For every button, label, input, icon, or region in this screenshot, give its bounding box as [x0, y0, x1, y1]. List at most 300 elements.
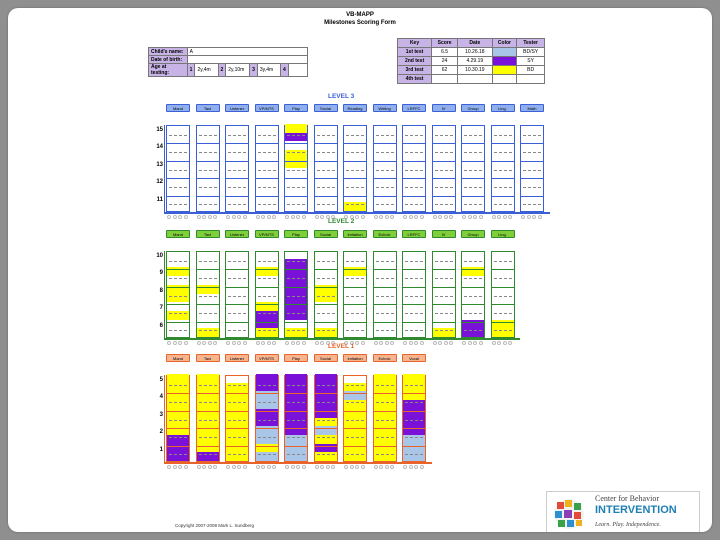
skill-header: Social [314, 354, 338, 362]
milestone-cell[interactable] [315, 250, 337, 259]
cell-divider [433, 269, 455, 270]
test-checkbox[interactable] [197, 341, 201, 345]
cell-divider [169, 187, 187, 188]
milestone-cell[interactable] [256, 374, 278, 383]
test-checkbox[interactable] [315, 341, 319, 345]
test-checkbox[interactable] [420, 341, 424, 345]
cell-divider [492, 269, 514, 270]
test-checkbox[interactable] [403, 465, 407, 469]
test-checkbox[interactable] [173, 215, 177, 219]
test-checkbox[interactable] [261, 215, 265, 219]
cell-divider [344, 446, 366, 447]
cell-divider [523, 135, 541, 136]
test-checkbox[interactable] [473, 341, 477, 345]
cell-divider [462, 178, 484, 179]
milestone-cell[interactable] [344, 250, 366, 259]
test-checkbox[interactable] [344, 465, 348, 469]
cell-divider [376, 296, 394, 297]
skill-header: Echoic [373, 354, 397, 362]
test-checkbox[interactable] [444, 341, 448, 345]
logo-line1: Center for Behavior [595, 494, 659, 503]
age-test-number: 3 [250, 64, 258, 77]
test-checkbox[interactable] [420, 215, 424, 219]
test-checkbox[interactable] [385, 465, 389, 469]
cell-divider [317, 204, 335, 205]
test-checkbox[interactable] [374, 465, 378, 469]
test-checkbox[interactable] [385, 341, 389, 345]
test-checkbox[interactable] [438, 215, 442, 219]
cell-divider [521, 161, 543, 162]
test-checkbox[interactable] [202, 465, 206, 469]
skill-column [461, 251, 485, 338]
level-baseline [164, 338, 520, 340]
test-checkbox[interactable] [433, 215, 437, 219]
milestone-cell[interactable] [315, 374, 337, 383]
cell-divider [315, 143, 337, 144]
cell-divider [376, 385, 394, 386]
child-name-value[interactable]: A [187, 48, 307, 56]
milestone-cell[interactable] [167, 374, 189, 383]
skill-column [491, 125, 515, 212]
test-checkbox[interactable] [320, 215, 324, 219]
cell-divider [403, 287, 425, 288]
cell-divider [317, 437, 335, 438]
cell-divider [315, 269, 337, 270]
test-checkbox[interactable] [237, 341, 241, 345]
key-date[interactable]: 10.26.18 [458, 48, 493, 57]
test-checkbox[interactable] [409, 465, 413, 469]
cell-divider [494, 204, 512, 205]
test-checkbox[interactable] [403, 341, 407, 345]
test-checkbox[interactable] [296, 215, 300, 219]
test-checkbox[interactable] [355, 341, 359, 345]
test-checkbox[interactable] [320, 465, 324, 469]
key-tester[interactable]: SY [517, 57, 545, 66]
test-checkbox[interactable] [403, 215, 407, 219]
age-value[interactable]: 2y,4m [195, 64, 218, 77]
cell-divider [197, 178, 219, 179]
cell-divider [374, 178, 396, 179]
test-checkbox[interactable] [414, 465, 418, 469]
test-checkbox[interactable] [379, 465, 383, 469]
test-checkbox[interactable] [390, 341, 394, 345]
test-checkbox[interactable] [409, 215, 413, 219]
test-checkbox[interactable] [468, 215, 472, 219]
test-checkbox[interactable] [272, 215, 276, 219]
test-checkbox[interactable] [538, 215, 542, 219]
milestone-cell[interactable] [344, 374, 366, 383]
test-checkbox[interactable] [173, 341, 177, 345]
age-value[interactable]: 2y,10m [226, 64, 250, 77]
test-checkbox[interactable] [267, 215, 271, 219]
cell-divider [462, 322, 484, 323]
key-row-label: 4th test [398, 75, 432, 84]
skill-header: Social [314, 230, 338, 238]
milestone-cell[interactable] [433, 124, 455, 133]
cell-divider [228, 152, 246, 153]
cell-divider [315, 446, 337, 447]
test-checkbox[interactable] [414, 215, 418, 219]
test-checkbox[interactable] [232, 465, 236, 469]
test-checkbox[interactable] [291, 341, 295, 345]
milestone-cell[interactable] [167, 250, 189, 259]
test-checkbox[interactable] [302, 465, 306, 469]
cell-divider [285, 411, 307, 412]
cell-divider [403, 304, 425, 305]
milestone-cell[interactable] [374, 374, 396, 383]
cell-divider [197, 269, 219, 270]
test-checkbox[interactable] [361, 341, 365, 345]
test-checkbox[interactable] [479, 215, 483, 219]
cell-divider [492, 143, 514, 144]
milestone-cell[interactable] [521, 124, 543, 133]
cell-divider [256, 196, 278, 197]
test-checkbox[interactable] [315, 465, 319, 469]
cell-divider [287, 204, 305, 205]
test-checkbox[interactable] [213, 465, 217, 469]
cell-divider [256, 446, 278, 447]
test-checkbox[interactable] [302, 341, 306, 345]
test-checkbox[interactable] [449, 341, 453, 345]
skill-header: IV [432, 230, 456, 238]
milestone-cell[interactable] [197, 250, 219, 259]
test-checkbox[interactable] [433, 341, 437, 345]
test-checkbox[interactable] [178, 215, 182, 219]
test-checkbox[interactable] [532, 215, 536, 219]
test-checkbox[interactable] [379, 215, 383, 219]
key-score[interactable] [432, 75, 458, 84]
test-checkbox[interactable] [473, 215, 477, 219]
cell-divider [258, 402, 276, 403]
test-checkbox[interactable] [379, 341, 383, 345]
test-checkbox[interactable] [390, 215, 394, 219]
skill-header: VP/MTS [255, 230, 279, 238]
skill-header: Imitation [343, 230, 367, 238]
test-checkbox[interactable] [374, 341, 378, 345]
test-checkbox[interactable] [315, 215, 319, 219]
cell-divider [523, 152, 541, 153]
cell-divider [317, 261, 335, 262]
row-level-number: 3 [159, 411, 163, 418]
row-level-number: 10 [156, 253, 163, 259]
cell-divider [226, 322, 248, 323]
row-level-number: 1 [159, 446, 163, 453]
test-checkbox[interactable] [497, 215, 501, 219]
test-checkbox[interactable] [296, 465, 300, 469]
cell-divider [403, 143, 425, 144]
cell-divider [492, 178, 514, 179]
test-checkbox[interactable] [361, 215, 365, 219]
cell-divider [494, 187, 512, 188]
milestone-cell[interactable] [256, 124, 278, 133]
key-header: Score [432, 39, 458, 48]
test-checkbox[interactable] [178, 465, 182, 469]
test-checkbox[interactable] [232, 215, 236, 219]
milestone-cell[interactable] [344, 124, 366, 133]
milestone-cell[interactable] [433, 250, 455, 259]
row-level-number: 5 [159, 377, 163, 383]
age-value[interactable]: 3y,4m [257, 64, 280, 77]
cell-divider [405, 170, 423, 171]
cell-divider [258, 152, 276, 153]
cell-divider [199, 135, 217, 136]
cell-divider [462, 143, 484, 144]
test-checkbox[interactable] [184, 341, 188, 345]
test-checkbox[interactable] [256, 465, 260, 469]
test-checkbox[interactable] [285, 465, 289, 469]
test-checkbox[interactable] [350, 465, 354, 469]
cell-divider [494, 135, 512, 136]
milestone-cell[interactable] [285, 250, 307, 259]
cell-divider [228, 204, 246, 205]
skill-header: Vocal [402, 354, 426, 362]
milestone-cell[interactable] [462, 124, 484, 133]
test-checkbox[interactable] [243, 215, 247, 219]
cell-divider [315, 322, 337, 323]
cell-divider [494, 296, 512, 297]
cell-divider [287, 135, 305, 136]
test-checkbox[interactable] [184, 465, 188, 469]
cell-divider [494, 278, 512, 279]
milestone-cell[interactable] [403, 124, 425, 133]
milestone-cell[interactable] [374, 124, 396, 133]
test-checkbox[interactable] [261, 465, 265, 469]
cell-divider [167, 287, 189, 288]
test-checkbox[interactable] [197, 215, 201, 219]
cell-divider [285, 428, 307, 429]
test-checkbox[interactable] [197, 465, 201, 469]
cell-divider [258, 135, 276, 136]
test-checkbox[interactable] [444, 215, 448, 219]
row-level-number: 6 [159, 322, 163, 329]
test-checkbox[interactable] [503, 341, 507, 345]
test-checkbox[interactable] [508, 341, 512, 345]
test-checkbox[interactable] [355, 465, 359, 469]
test-checkbox[interactable] [213, 341, 217, 345]
cell-divider [376, 420, 394, 421]
cell-divider [403, 269, 425, 270]
skill-header: Listener [225, 354, 249, 362]
cell-divider [435, 204, 453, 205]
test-checkbox[interactable] [213, 215, 217, 219]
cell-divider [197, 322, 219, 323]
test-checkbox[interactable] [267, 465, 271, 469]
key-tester[interactable] [517, 75, 545, 84]
test-checkbox[interactable] [503, 215, 507, 219]
cell-divider [199, 437, 217, 438]
milestone-cell[interactable] [167, 124, 189, 133]
test-checkbox[interactable] [184, 215, 188, 219]
key-score[interactable]: 6.5 [432, 48, 458, 57]
skill-header: Tact [196, 354, 220, 362]
test-checkbox[interactable] [167, 341, 171, 345]
cell-divider [492, 287, 514, 288]
test-checkbox[interactable] [326, 465, 330, 469]
cell-divider [405, 296, 423, 297]
test-checkbox[interactable] [226, 341, 230, 345]
cell-divider [346, 454, 364, 455]
milestone-cell[interactable] [403, 250, 425, 259]
cell-divider [346, 152, 364, 153]
test-checkbox[interactable] [385, 215, 389, 219]
cell-divider [199, 152, 217, 153]
key-date[interactable]: 4.29.19 [458, 57, 493, 66]
key-score[interactable]: 62 [432, 66, 458, 75]
cell-divider [197, 304, 219, 305]
skill-header: Tact [196, 104, 220, 112]
key-tester[interactable]: BD/SY [517, 48, 545, 57]
cell-divider [344, 322, 366, 323]
age-value[interactable] [288, 64, 307, 77]
cell-divider [226, 411, 248, 412]
milestone-cell[interactable] [226, 250, 248, 259]
milestone-cell[interactable] [285, 124, 307, 133]
test-checkbox[interactable] [285, 341, 289, 345]
cell-divider [346, 170, 364, 171]
cell-divider [197, 143, 219, 144]
test-checkbox[interactable] [462, 341, 466, 345]
cell-divider [258, 204, 276, 205]
key-tester[interactable]: BD [517, 66, 545, 75]
row-level-number: 15 [156, 127, 163, 133]
key-row [398, 48, 545, 57]
test-checkbox[interactable] [361, 465, 365, 469]
cell-divider [228, 135, 246, 136]
cell-divider [228, 187, 246, 188]
test-checkbox[interactable] [438, 341, 442, 345]
test-checkbox[interactable] [296, 341, 300, 345]
test-checkbox[interactable] [202, 215, 206, 219]
test-checkbox[interactable] [414, 341, 418, 345]
test-checkbox[interactable] [272, 341, 276, 345]
cell-divider [405, 420, 423, 421]
cell-divider [167, 143, 189, 144]
test-checkbox[interactable] [226, 465, 230, 469]
milestone-cell[interactable] [285, 374, 307, 383]
test-checkbox[interactable] [492, 341, 496, 345]
test-checkbox[interactable] [320, 341, 324, 345]
cell-divider [376, 261, 394, 262]
logo-tagline: Learn. Play. Independence. [595, 522, 661, 528]
test-checkbox[interactable] [237, 215, 241, 219]
milestone-cell[interactable] [226, 374, 248, 383]
cell-divider [169, 330, 187, 331]
test-checkbox[interactable] [256, 341, 260, 345]
test-checkbox[interactable] [261, 341, 265, 345]
row-level-number: 12 [156, 179, 163, 186]
test-checkbox[interactable] [374, 215, 378, 219]
skill-header: LRFFC [402, 104, 426, 112]
test-checkbox[interactable] [355, 215, 359, 219]
skill-column [520, 125, 544, 212]
test-checkbox[interactable] [208, 465, 212, 469]
test-checkbox[interactable] [331, 465, 335, 469]
cell-divider [435, 135, 453, 136]
test-checkbox[interactable] [167, 465, 171, 469]
test-checkbox[interactable] [492, 215, 496, 219]
test-checkbox[interactable] [302, 215, 306, 219]
cell-divider [376, 187, 394, 188]
test-checkbox[interactable] [208, 341, 212, 345]
test-checkbox[interactable] [468, 341, 472, 345]
test-checkbox[interactable] [243, 465, 247, 469]
skill-column [402, 125, 426, 212]
cell-divider [464, 313, 482, 314]
cell-divider [169, 420, 187, 421]
cell-divider [494, 313, 512, 314]
test-checkbox[interactable] [232, 341, 236, 345]
test-checkbox[interactable] [527, 215, 531, 219]
cell-divider [167, 428, 189, 429]
test-checkbox[interactable] [291, 215, 295, 219]
test-checkbox[interactable] [479, 341, 483, 345]
key-date[interactable] [458, 75, 493, 84]
cell-divider [433, 143, 455, 144]
cell-divider [285, 178, 307, 179]
test-checkbox[interactable] [521, 215, 525, 219]
cell-divider [344, 269, 366, 270]
test-checkbox[interactable] [508, 215, 512, 219]
cell-divider [287, 402, 305, 403]
test-checkbox[interactable] [291, 465, 295, 469]
test-checkbox[interactable] [420, 465, 424, 469]
key-date[interactable]: 10.30.19 [458, 66, 493, 75]
test-checkbox[interactable] [390, 465, 394, 469]
cell-divider [285, 287, 307, 288]
milestone-cell[interactable] [315, 124, 337, 133]
milestone-cell[interactable] [256, 250, 278, 259]
test-checkbox[interactable] [409, 341, 413, 345]
cell-divider [226, 304, 248, 305]
cell-divider [197, 393, 219, 394]
test-checkbox[interactable] [449, 215, 453, 219]
dob-value[interactable] [187, 56, 307, 64]
skill-column [284, 251, 308, 338]
test-checkbox[interactable] [272, 465, 276, 469]
test-checkbox[interactable] [208, 215, 212, 219]
test-checkbox[interactable] [243, 341, 247, 345]
milestone-cell[interactable] [374, 250, 396, 259]
level-title: LEVEL 1 [328, 343, 355, 350]
test-checkbox[interactable] [173, 465, 177, 469]
test-checkbox[interactable] [285, 215, 289, 219]
key-score[interactable]: 24 [432, 57, 458, 66]
milestone-cell[interactable] [492, 250, 514, 259]
test-checkbox[interactable] [237, 465, 241, 469]
skill-header: Ling. [491, 104, 515, 112]
test-checkbox[interactable] [462, 215, 466, 219]
test-checkbox[interactable] [256, 215, 260, 219]
skill-header: Echoic [373, 230, 397, 238]
milestone-cell[interactable] [197, 124, 219, 133]
milestone-cell[interactable] [226, 124, 248, 133]
milestone-cell[interactable] [462, 250, 484, 259]
test-checkbox[interactable] [178, 341, 182, 345]
milestone-cell[interactable] [197, 374, 219, 383]
copyright-text: Copyright 2007-2008 Mark L. Sundberg [175, 523, 255, 528]
test-checkbox[interactable] [497, 341, 501, 345]
cell-divider [494, 261, 512, 262]
cell-divider [374, 143, 396, 144]
test-checkbox[interactable] [167, 215, 171, 219]
cell-divider [344, 411, 366, 412]
test-checkbox[interactable] [267, 341, 271, 345]
milestone-cell[interactable] [403, 374, 425, 383]
milestone-cell[interactable] [492, 124, 514, 133]
test-checkbox[interactable] [202, 341, 206, 345]
scoring-form-sheet [8, 8, 712, 532]
test-checkbox[interactable] [226, 215, 230, 219]
